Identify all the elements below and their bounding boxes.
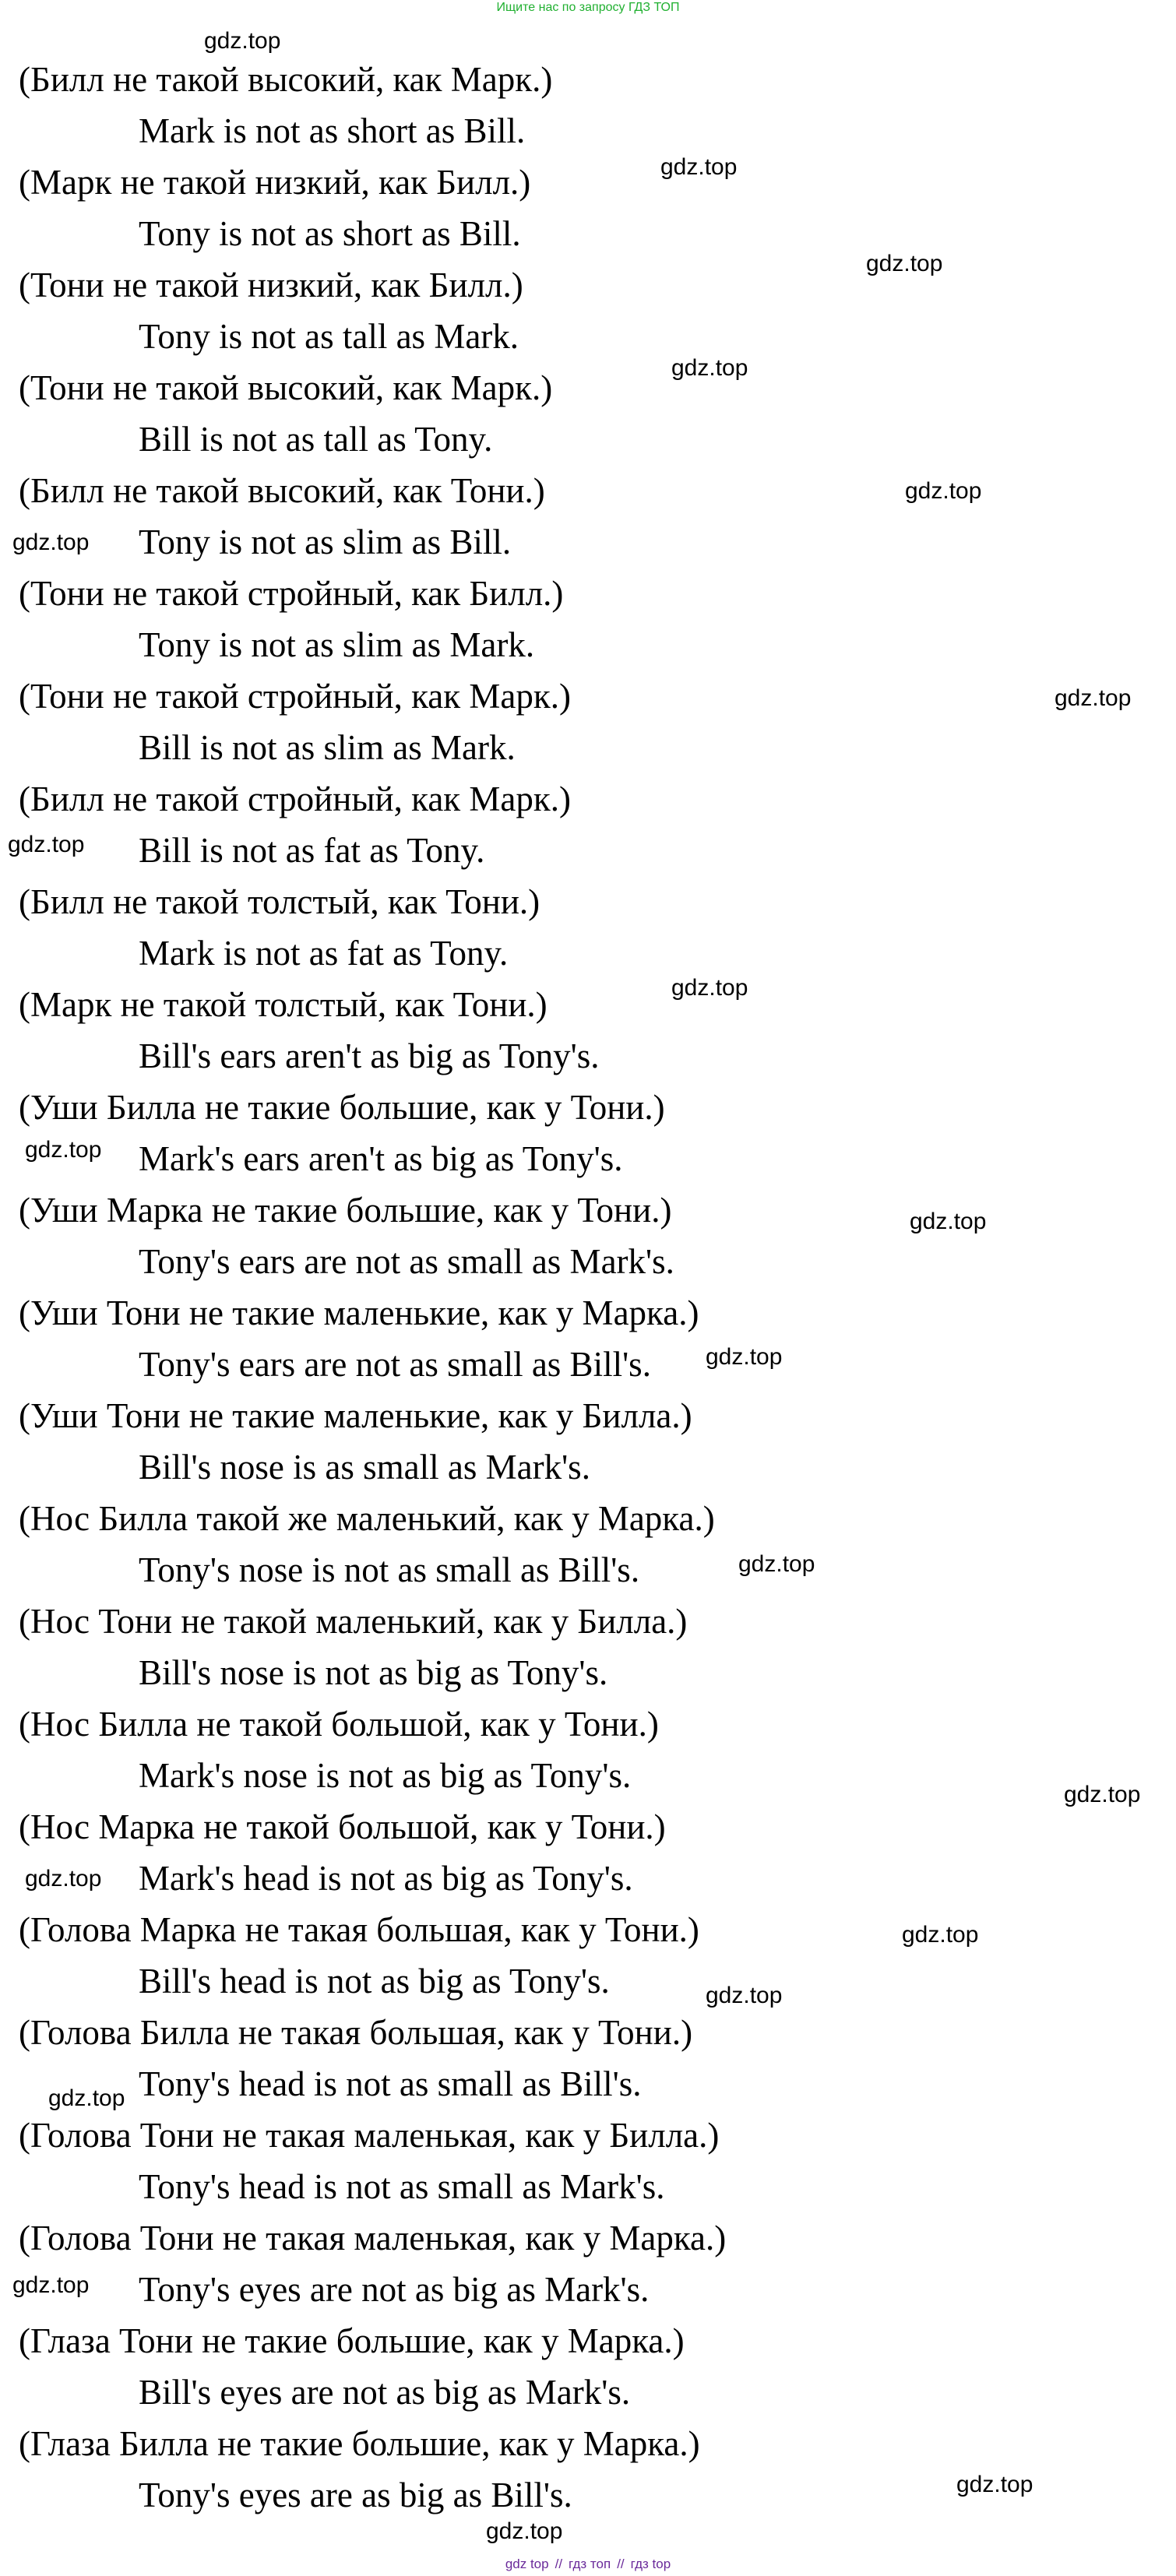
watermark: gdz.top [8, 832, 85, 857]
en-sentence-line: Bill's nose is as small as Mark's. [139, 1448, 590, 1487]
footer-link[interactable]: гдз топ [569, 2557, 611, 2571]
watermark: gdz.top [706, 1983, 783, 2008]
en-sentence-line: Tony is not as slim as Mark. [139, 625, 535, 664]
en-sentence-line: Tony's eyes are as big as Bill's. [139, 2476, 572, 2514]
watermark: gdz.top [956, 2472, 1033, 2497]
en-sentence-line: Bill is not as fat as Tony. [139, 831, 485, 870]
watermark: gdz.top [671, 975, 748, 1001]
ru-translation-line: (Тони не такой стройный, как Марк.) [19, 677, 571, 716]
ru-translation-line: (Нос Тони не такой маленький, как у Билла.) [19, 1602, 688, 1641]
en-sentence-line: Bill's nose is not as big as Tony's. [139, 1653, 608, 1692]
ru-translation-line: (Тони не такой низкий, как Билл.) [19, 266, 523, 304]
en-sentence-line: Tony is not as tall as Mark. [139, 317, 519, 356]
watermark: gdz.top [12, 530, 90, 555]
watermark: gdz.top [660, 154, 738, 180]
en-sentence-line: Bill's eyes are not as big as Mark's. [139, 2373, 631, 2412]
ru-translation-line: (Уши Тони не такие маленькие, как у Марка.) [19, 1293, 699, 1332]
ru-translation-line: (Голова Марка не такая большая, как у Тони.) [19, 1910, 699, 1949]
watermark: gdz.top [738, 1551, 815, 1577]
top-banner: Ищите нас по запросу ГДЗ ТОП [496, 1, 680, 14]
watermark: gdz.top [48, 2085, 125, 2111]
ru-translation-line: (Билл не такой толстый, как Тони.) [19, 882, 540, 921]
watermark: gdz.top [902, 1922, 979, 1948]
ru-translation-line: (Тони не такой высокий, как Марк.) [19, 368, 553, 407]
ru-translation-line: (Уши Билла не такие большие, как у Тони.) [19, 1088, 665, 1127]
watermark: gdz.top [204, 28, 281, 54]
watermark: gdz.top [25, 1137, 102, 1163]
watermark: gdz.top [1064, 1782, 1141, 1807]
footer-links [0, 2556, 1176, 2573]
watermark: gdz.top [866, 251, 943, 276]
ru-translation-line: (Уши Тони не такие маленькие, как у Билла.) [19, 1396, 692, 1435]
ru-translation-line: (Голова Билла не такая большая, как у Тони.) [19, 2013, 693, 2052]
ru-translation-line: (Тони не такой стройный, как Билл.) [19, 574, 564, 613]
en-sentence-line: Tony is not as short as Bill. [139, 214, 521, 253]
en-sentence-line: Tony's head is not as small as Mark's. [139, 2167, 665, 2206]
watermark: gdz.top [671, 355, 748, 381]
en-sentence-line: Bill's head is not as big as Tony's. [139, 1962, 610, 2001]
en-sentence-line: Mark is not as fat as Tony. [139, 934, 509, 973]
en-sentence-line: Mark's ears aren't as big as Tony's. [139, 1139, 623, 1178]
en-sentence-line: Mark's nose is not as big as Tony's. [139, 1756, 632, 1795]
watermark: gdz.top [905, 478, 982, 504]
ru-translation-line: (Голова Тони не такая маленькая, как у Марка.) [19, 2219, 727, 2258]
watermark: gdz.top [1055, 685, 1132, 711]
en-sentence-line: Bill is not as tall as Tony. [139, 420, 493, 459]
en-sentence-line: Tony's nose is not as small as Bill's. [139, 1550, 640, 1589]
watermark: gdz.top [910, 1209, 987, 1234]
en-sentence-line: Tony's head is not as small as Bill's. [139, 2064, 642, 2103]
footer-link[interactable]: gdz top [505, 2557, 549, 2571]
ru-translation-line: (Билл не такой высокий, как Тони.) [19, 471, 545, 510]
ru-translation-line: (Нос Билла не такой большой, как у Тони.) [19, 1705, 659, 1744]
ru-translation-line: (Марк не такой низкий, как Билл.) [19, 163, 531, 202]
en-sentence-line: Tony's ears are not as small as Mark's. [139, 1242, 674, 1281]
en-sentence-line: Mark is not as short as Bill. [139, 111, 526, 150]
footer-separator: // [555, 2557, 563, 2571]
ru-translation-line: (Глаза Тони не такие большие, как у Марка.) [19, 2321, 685, 2360]
ru-translation-line: (Уши Марка не такие большие, как у Тони.) [19, 1191, 672, 1230]
ru-translation-line: (Марк не такой толстый, как Тони.) [19, 985, 548, 1024]
en-sentence-line: Bill is not as slim as Mark. [139, 728, 516, 767]
ru-translation-line: (Билл не такой высокий, как Марк.) [19, 60, 553, 99]
ru-translation-line: (Глаза Билла не такие большие, как у Марка.) [19, 2424, 700, 2463]
en-sentence-line: Tony is not as slim as Bill. [139, 523, 512, 561]
watermark: gdz.top [25, 1866, 102, 1892]
footer-link[interactable]: гдз top [630, 2557, 671, 2571]
ru-translation-line: (Голова Тони не такая маленькая, как у Билла.) [19, 2116, 720, 2155]
watermark: gdz.top [486, 2518, 563, 2544]
en-sentence-line: Tony's eyes are not as big as Mark's. [139, 2270, 650, 2309]
watermark: gdz.top [706, 1344, 783, 1370]
watermark: gdz.top [12, 2272, 90, 2298]
en-sentence-line: Bill's ears aren't as big as Tony's. [139, 1036, 600, 1075]
en-sentence-line: Mark's head is not as big as Tony's. [139, 1859, 633, 1898]
ru-translation-line: (Нос Марка не такой большой, как у Тони.) [19, 1807, 666, 1846]
ru-translation-line: (Билл не такой стройный, как Марк.) [19, 779, 571, 818]
footer-separator: // [617, 2557, 625, 2571]
ru-translation-line: (Нос Билла такой же маленький, как у Марка.) [19, 1499, 715, 1538]
en-sentence-line: Tony's ears are not as small as Bill's. [139, 1345, 651, 1384]
